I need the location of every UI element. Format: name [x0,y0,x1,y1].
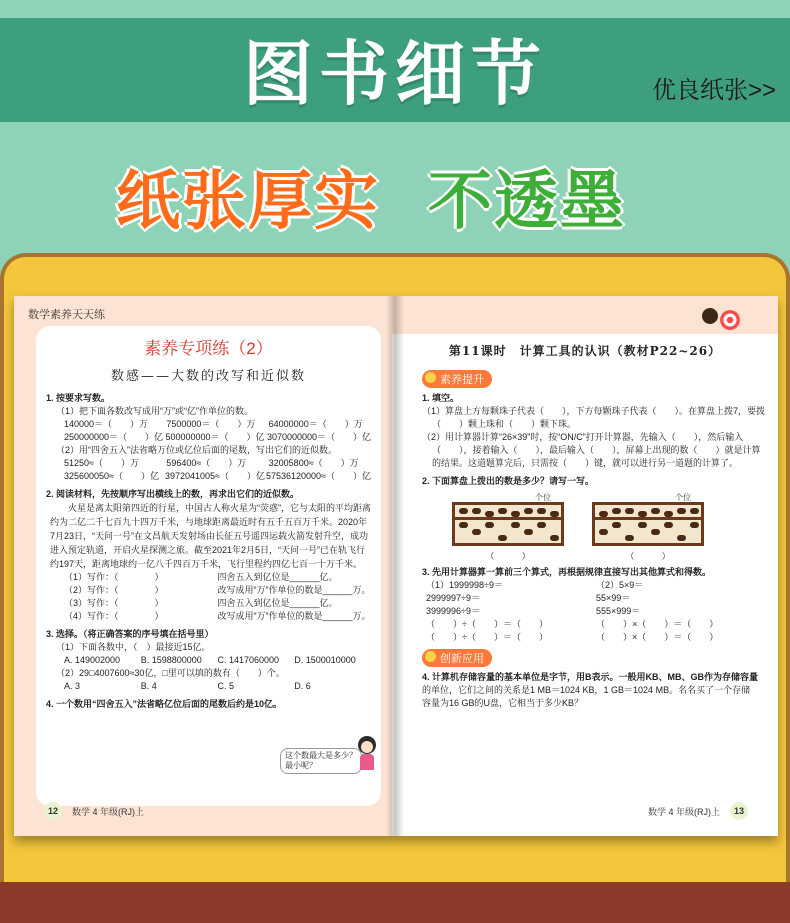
running-head: 数学素养天天练 [28,309,105,321]
blank-item: 3070000000＝（ ）亿 [266,432,371,442]
footer-text: 数学 4 年级(RJ)上 [72,806,145,817]
abacus-icon [592,502,704,546]
answer-row [46,470,371,483]
round-blank: 改写成用“万”作单位的数是______万。 [217,585,371,595]
book-spine [386,296,404,836]
blank-item: 325600050≈（ ）亿 [64,471,159,481]
option: D. 6 [294,681,311,691]
round-blank: 四舍五入到亿位是______亿。 [217,572,338,582]
question-1-2: （2）用“四舍五入”法省略万位或亿位后面的尾数，写出它们的近似数。 [56,445,338,455]
banner-subtitle: 优良纸张>> [651,77,776,104]
question-2: 2. 下面算盘上拨出的数是多少？请写一写。 [422,476,595,486]
round-blank: 四舍五入到亿位是______亿。 [217,598,338,608]
blank-item: 3972041005≈（ ）亿 [165,471,265,481]
write-blank: （3）写作：（ ） [64,598,164,608]
question-3: 3. 先用计算器算一算前三个算式，再根据规律直接写出其他算式和得数。 [422,567,712,577]
option-row [46,654,371,667]
speech-bubble: 这个数最大是多少？最小呢？ [280,748,362,774]
write-blank: （2）写作：（ ） [64,585,164,595]
calc-left: （ ）÷（ ）＝（ ） [426,632,548,642]
question-3: 3. 选择。（将正确答案的序号填在括号里） [46,629,214,639]
calc-left: （1）1999998÷9＝ [426,580,503,590]
boy-target-icon [702,306,742,336]
page-number: 13 [730,802,748,820]
answer-row [46,457,371,470]
round-blank: 改写成用“万”作单位的数是______万。 [217,611,371,621]
abacus-1 [452,492,564,562]
option: C. 1417060000 [217,655,280,665]
exercise-title: 素养专项练（2） [144,339,273,358]
abacus-answer: （ ） [625,551,671,561]
answer-row [46,418,371,431]
blank-item: 51250≈（ ）万 [64,458,139,468]
abacus-answer: （ ） [485,551,531,561]
units-label: 个位 [535,493,551,502]
exercise-subtitle: 数感——大数的改写和近似数 [110,369,306,384]
write-blank: （4）写作：（ ） [64,611,164,621]
left-footer [44,802,144,820]
abacus-row [422,492,772,562]
question-4: 4. 一个数用“四舍五入”法省略亿位后面的尾数后约是10亿。 [46,699,283,709]
answer-row [46,597,371,610]
blank-item: 64000000＝（ ）万 [268,419,363,429]
exercise-card [36,326,381,806]
cartoon-girl-icon [356,736,378,770]
question-4-cont: 容量为16 GB的U盘，它相当于多少KB？ [422,698,584,708]
lesson-title: 第11课时 计算工具的认识（教材P22~26） [448,344,722,358]
question-1-2: （2）用计算器计算“26×39”时，按“ON/C”打开计算器，先输入（ ），然后输入 [422,432,744,442]
slogan-thick-paper: 纸张厚实 [116,165,380,237]
section-badge-innovation: 创新应用 [422,649,492,667]
question-1-1: （1）把下面各数改写成用“万”或“亿”作单位的数。 [56,406,253,416]
footer-text: 数学 4 年级(RJ)上 [647,806,720,817]
banner-title: 图书细节 [243,35,547,113]
open-book [14,296,778,836]
calc-left: 2999997÷9＝ [426,593,480,603]
answer-row [46,571,371,584]
calc-right: （ ）×（ ）＝（ ） [596,619,719,629]
answer-row [46,431,371,444]
right-page [392,296,778,836]
blank-item: 32005800≈（ ）万 [268,458,359,468]
calc-right: 555×999＝ [596,606,641,616]
calc-row [422,579,772,592]
question-4: 4. 计算机存储容量的基本单位是字节，用B表示。一般用KB、MB、GB作为存储容量 [422,672,759,682]
option: A. 3 [64,681,81,691]
calc-right: （ ）×（ ）＝（ ） [596,632,719,642]
calc-left: 3999996÷9＝ [426,606,480,616]
blank-item: 57536120000≈（ ）亿 [266,471,371,481]
question-4-cont: 的单位，它们之间的关系是1 MB＝1024 KB，1 GB＝1024 MB。名名买了一个存储 [422,685,751,695]
abacus-icon [452,502,564,546]
abacus-2 [592,492,704,562]
page-number: 12 [44,802,62,820]
left-page [14,296,392,836]
tray-base [0,882,790,923]
write-blank: （1）写作：（ ） [64,572,164,582]
blank-item: 7500000＝（ ）万 [166,419,256,429]
blank-item: 140000＝（ ）万 [64,419,149,429]
question-1-2-cont: 的结果。这道题算完后，只需按（ ）键，就可以进行另一道题的计算了。 [432,458,739,468]
option: C. 5 [217,681,235,691]
calc-row [422,631,772,644]
calc-row [422,618,772,631]
calc-row [422,592,772,605]
question-1-1-cont: （ ）颗上珠和（ ）颗下珠。 [432,419,577,429]
section-badge-literacy: 素养提升 [422,370,492,388]
option: B. 4 [140,681,157,691]
calc-right: （2）5×9＝ [596,580,644,590]
question-1: 1. 填空。 [422,393,460,403]
option: B. 1598800000 [140,655,202,665]
question-1: 1. 按要求写数。 [46,393,111,403]
slogan-no-bleed: 不透墨 [428,165,626,237]
question-3-2: （2）29□4007600≈30亿，□里可以填的数有（ ）个。 [56,668,285,678]
question-1-2-cont: （ ），接着输入（ ），最后输入（ ），屏幕上出现的数（ ）就是计算 [432,445,761,455]
question-2: 2. 阅读材料，先按顺序写出横线上的数，再求出它们的近似数。 [46,489,300,499]
blank-item: 596400≈（ ）万 [166,458,247,468]
option: D. 1500010000 [294,655,356,665]
calc-right: 55×99＝ [596,593,631,603]
reading-passage: 火星是离太阳第四近的行星，中国古人称火星为“荧惑”，它与太阳的平均距离约为二亿二千七百九十四万千米，与地球距离最近时有五千五百万千米。2020年7月23日，“天问一号”在文昌航天发射场由长征五号遥四运载火箭发射升空，成功进入预定轨道，开启火星探测之旅。截至2021年2月5日，“天问一号”已在轨飞行约197天，距离地球约一亿八千四百万千米，飞行里程约四亿七百一十万千米。 [50,503,371,569]
units-label: 个位 [675,493,691,502]
option-row [46,680,371,693]
answer-row [46,610,371,623]
calc-left: （ ）÷（ ）＝（ ） [426,619,548,629]
blank-item: 250000000＝（ ）亿 [64,432,164,442]
lesson-body [422,368,772,710]
right-footer [648,802,748,820]
question-3-1: （1）下面各数中，（ ）最接近15亿。 [56,642,211,652]
calc-row [422,605,772,618]
question-1-1: （1）算盘上方每颗珠子代表（ ），下方每颗珠子代表（ ）。在算盘上拨7，要拨 [422,406,766,416]
answer-row [46,584,371,597]
option: A. 149002000 [64,655,121,665]
blank-item: 500000000＝（ ）亿 [165,432,265,442]
